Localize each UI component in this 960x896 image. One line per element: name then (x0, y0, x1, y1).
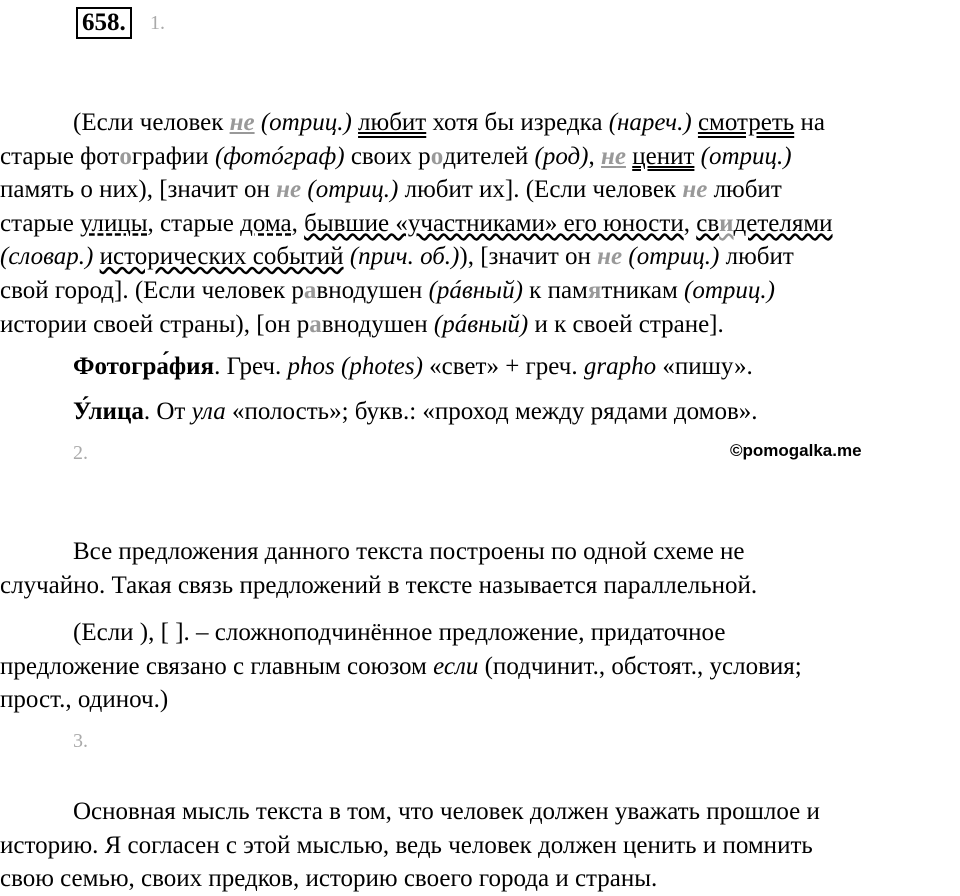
etymology-photography: Фотогра́фия. Греч. phos (photes) «свет» + греч. grapho «пишу». (73, 353, 753, 380)
syntax-paragraph: Все предложения данного текста построены по одной схеме не случайно. Такая связь предложений в тексте называется параллельной. (0, 538, 758, 599)
analysis-text (0, 106, 960, 341)
copyright-label: ©pomogalka.me (730, 441, 862, 460)
analysis-line-4: старые улицы, старые дома, бывшие «участниками» его юности, свидетелями (0, 209, 833, 237)
part-1-number: 1. (150, 12, 165, 34)
analysis-line-5: (словар.) исторических событий (прич. об.)), [значит он не (отриц.) любит (0, 243, 794, 271)
analysis-line-1: (Если человек не (отриц.) любит хотя бы изредка (нареч.) смотреть на (73, 109, 825, 136)
analysis-line-3: память о них), [значит он не (отриц.) любит их]. (Если человек не любит (0, 176, 782, 204)
analysis-line-6: свой город]. (Если человек равнодушен (рáвный) к памятникам (отриц.) (0, 276, 775, 304)
analysis-line-7: истории своей страны), [он равнодушен (рáвный) и к своей стране]. (0, 310, 724, 338)
analysis-line-2: старые фотографии (фотóграф) своих родителей (род), не ценит (отриц.) (0, 142, 792, 170)
part-3-number: 3. (73, 730, 88, 752)
part-2-number: 2. (73, 442, 88, 464)
etymology-street: У́лица. От ула «полость»; букв.: «проход между рядами домов». (73, 398, 758, 425)
scheme-paragraph: (Если ), [ ]. – сложноподчинённое предложение, придаточное предложение связано с главным союзом если (подчинит., обстоят., условия; прост., одиноч.) (0, 619, 802, 714)
task-number: 658. (76, 7, 132, 39)
main-idea-paragraph: Основная мысль текста в том, что человек должен уважать прошлое и историю. Я согласен с этой мыслью, ведь человек должен ценить и помнить свою семью, своих предков, историю своего города и страны. (0, 798, 820, 893)
